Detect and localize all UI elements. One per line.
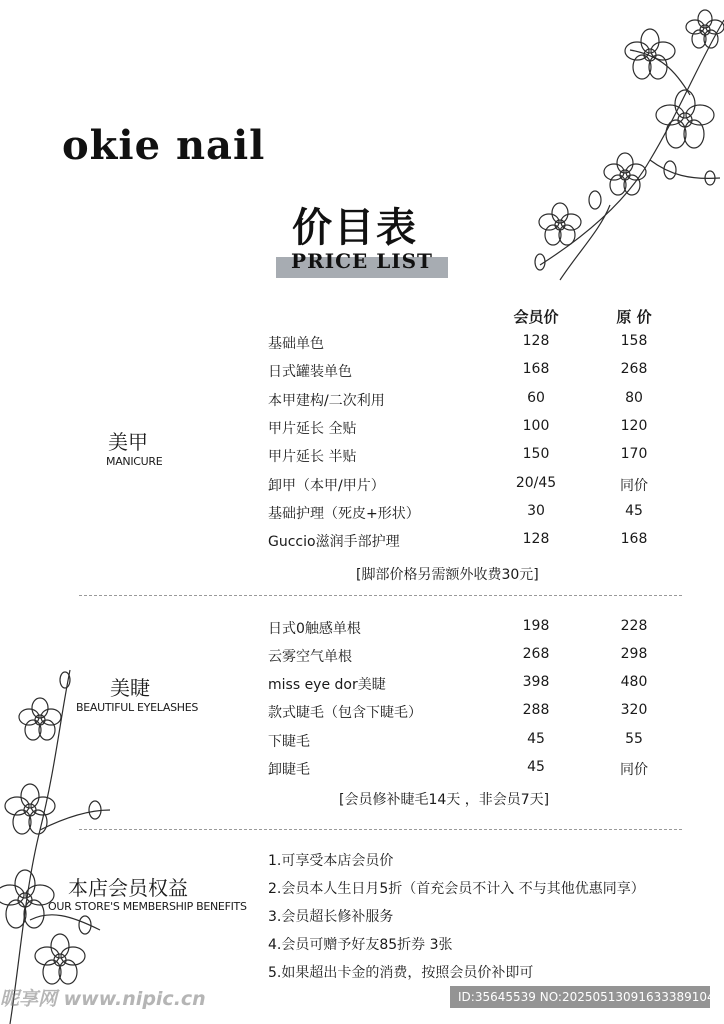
member-price: 198 bbox=[522, 618, 550, 634]
original-price: 268 bbox=[620, 361, 648, 377]
original-price: 120 bbox=[620, 418, 648, 434]
price-item-name: 日式罐装单色 bbox=[268, 364, 352, 380]
member-price: 60 bbox=[527, 390, 545, 406]
price-item-name: Guccio滋润手部护理 bbox=[268, 534, 400, 550]
page-subtitle: PRICE LIST bbox=[291, 249, 433, 273]
manicure-note: [脚部价格另需额外收费30元] bbox=[356, 567, 539, 583]
original-price: 170 bbox=[620, 446, 648, 462]
original-price: 228 bbox=[620, 618, 648, 634]
price-item-name: 日式0触感单根 bbox=[268, 621, 361, 637]
page-title: 价目表 bbox=[292, 204, 418, 251]
member-price: 20/45 bbox=[515, 475, 557, 491]
brand-name: okie nail bbox=[62, 122, 266, 169]
price-item-name: 款式睫毛（包含下睫毛） bbox=[268, 705, 422, 721]
member-price: 150 bbox=[522, 446, 550, 462]
member-price: 288 bbox=[522, 702, 550, 718]
member-price: 30 bbox=[527, 503, 545, 519]
price-item-name: 基础护理（死皮+形状） bbox=[268, 506, 420, 522]
original-price: 158 bbox=[620, 333, 648, 349]
eyelashes-note: [会员修补睫毛14天 ，非会员7天] bbox=[339, 792, 550, 808]
member-price: 268 bbox=[522, 646, 550, 662]
original-price: 80 bbox=[625, 390, 643, 406]
price-item-name: 甲片延长 全贴 bbox=[268, 421, 357, 437]
floral-branch-bottom-left-illustration bbox=[0, 660, 120, 1024]
site-watermark: 昵享网 www.nipic.cn bbox=[0, 988, 206, 1010]
image-id-watermark: ID:35645539 NO:20250513091633389104 bbox=[450, 986, 710, 1008]
benefit-item: 4.会员可赠予好友85折券 3张 bbox=[268, 937, 453, 953]
member-price: 398 bbox=[522, 674, 550, 690]
price-item-name: 甲片延长 半贴 bbox=[268, 449, 357, 465]
benefit-item: 3.会员超长修补服务 bbox=[268, 909, 394, 925]
original-price: 55 bbox=[625, 731, 643, 747]
price-item-name: 基础单色 bbox=[268, 336, 324, 352]
category-title-manicure: 美甲 bbox=[108, 430, 148, 454]
section-divider bbox=[79, 595, 682, 596]
member-price: 100 bbox=[522, 418, 550, 434]
benefit-item: 2.会员本人生日月5折（首充会员不计入 不与其他优惠同享） bbox=[268, 881, 645, 897]
original-price: 168 bbox=[620, 531, 648, 547]
section-divider bbox=[79, 829, 682, 830]
member-price: 45 bbox=[527, 731, 545, 747]
original-price: 同价 bbox=[620, 478, 648, 494]
category-subtitle-membership: OUR STORE'S MEMBERSHIP BENEFITS bbox=[48, 900, 247, 913]
original-price: 298 bbox=[620, 646, 648, 662]
benefit-item: 5.如果超出卡金的消费，按照会员价补即可 bbox=[268, 965, 534, 981]
original-price: 同价 bbox=[620, 762, 648, 778]
category-title-eyelashes: 美睫 bbox=[110, 676, 150, 700]
price-item-name: 卸甲（本甲/甲片） bbox=[268, 478, 385, 494]
member-price: 168 bbox=[522, 361, 550, 377]
category-subtitle-manicure: MANICURE bbox=[106, 455, 163, 468]
member-price: 45 bbox=[527, 759, 545, 775]
original-price: 480 bbox=[620, 674, 648, 690]
floral-branch-top-right-illustration bbox=[500, 0, 724, 300]
original-price: 45 bbox=[625, 503, 643, 519]
member-price: 128 bbox=[522, 333, 550, 349]
category-title-membership: 本店会员权益 bbox=[68, 876, 188, 900]
column-header-original-price: 原 价 bbox=[616, 308, 652, 326]
price-item-name: 卸睫毛 bbox=[268, 762, 310, 778]
member-price: 128 bbox=[522, 531, 550, 547]
benefit-item: 1.可享受本店会员价 bbox=[268, 853, 394, 869]
column-header-member-price: 会员价 bbox=[513, 308, 559, 326]
price-item-name: 云雾空气单根 bbox=[268, 649, 352, 665]
price-item-name: 下睫毛 bbox=[268, 734, 310, 750]
category-subtitle-eyelashes: BEAUTIFUL EYELASHES bbox=[76, 701, 199, 714]
original-price: 320 bbox=[620, 702, 648, 718]
price-item-name: 本甲建构/二次利用 bbox=[268, 393, 385, 409]
price-item-name: miss eye dor美睫 bbox=[268, 677, 386, 693]
